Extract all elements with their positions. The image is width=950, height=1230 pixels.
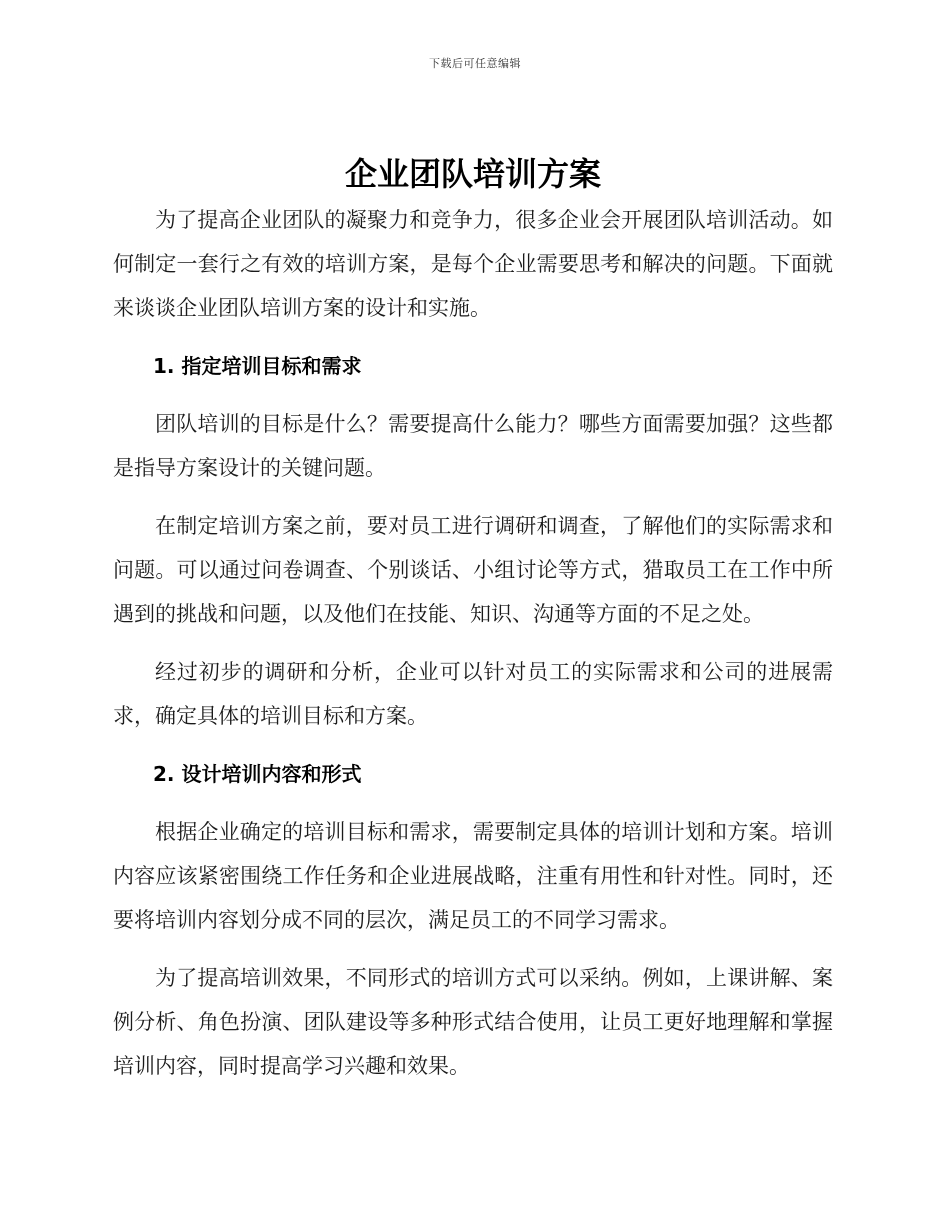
- section-paragraph: 经过初步的调研和分析，企业可以针对员工的实际需求和公司的进展需求，确定具体的培训目标和方案。: [113, 660, 833, 728]
- section-heading: 1. 指定培训目标和需求: [153, 354, 362, 378]
- section-2: [113, 752, 833, 1088]
- section-1: [113, 344, 833, 738]
- document-body: [113, 150, 833, 1102]
- document-title: 企业团队培训方案: [344, 155, 601, 193]
- section-paragraph: 为了提高培训效果，不同形式的培训方式可以采纳。例如，上课讲解、案例分析、角色扮演、团队建设等多种形式结合使用，让员工更好地理解和掌握培训内容，同时提高学习兴趣和效果。: [113, 966, 833, 1078]
- section-paragraph: 根据企业确定的培训目标和需求，需要制定具体的培训计划和方案。培训内容应该紧密围绕工作任务和企业进展战略，注重有用性和针对性。同时，还要将培训内容划分成不同的层次，满足员工的不同学习需求。: [113, 820, 833, 932]
- section-heading: 2. 设计培训内容和形式: [153, 762, 362, 786]
- page-header-note: 下载后可任意编辑: [429, 57, 521, 70]
- section-paragraph: 团队培训的目标是什么？需要提高什么能力？哪些方面需要加强？这些都是指导方案设计的关键问题。: [113, 412, 833, 480]
- intro-paragraph: 为了提高企业团队的凝聚力和竞争力，很多企业会开展团队培训活动。如何制定一套行之有效的培训方案，是每个企业需要思考和解决的问题。下面就来谈谈企业团队培训方案的设计和实施。: [113, 208, 833, 320]
- section-paragraph: 在制定培训方案之前，要对员工进行调研和调查，了解他们的实际需求和问题。可以通过问卷调查、个别谈话、小组讨论等方式，猎取员工在工作中所遇到的挑战和问题，以及他们在技能、知识、沟通等方面的不足之处。: [113, 514, 833, 626]
